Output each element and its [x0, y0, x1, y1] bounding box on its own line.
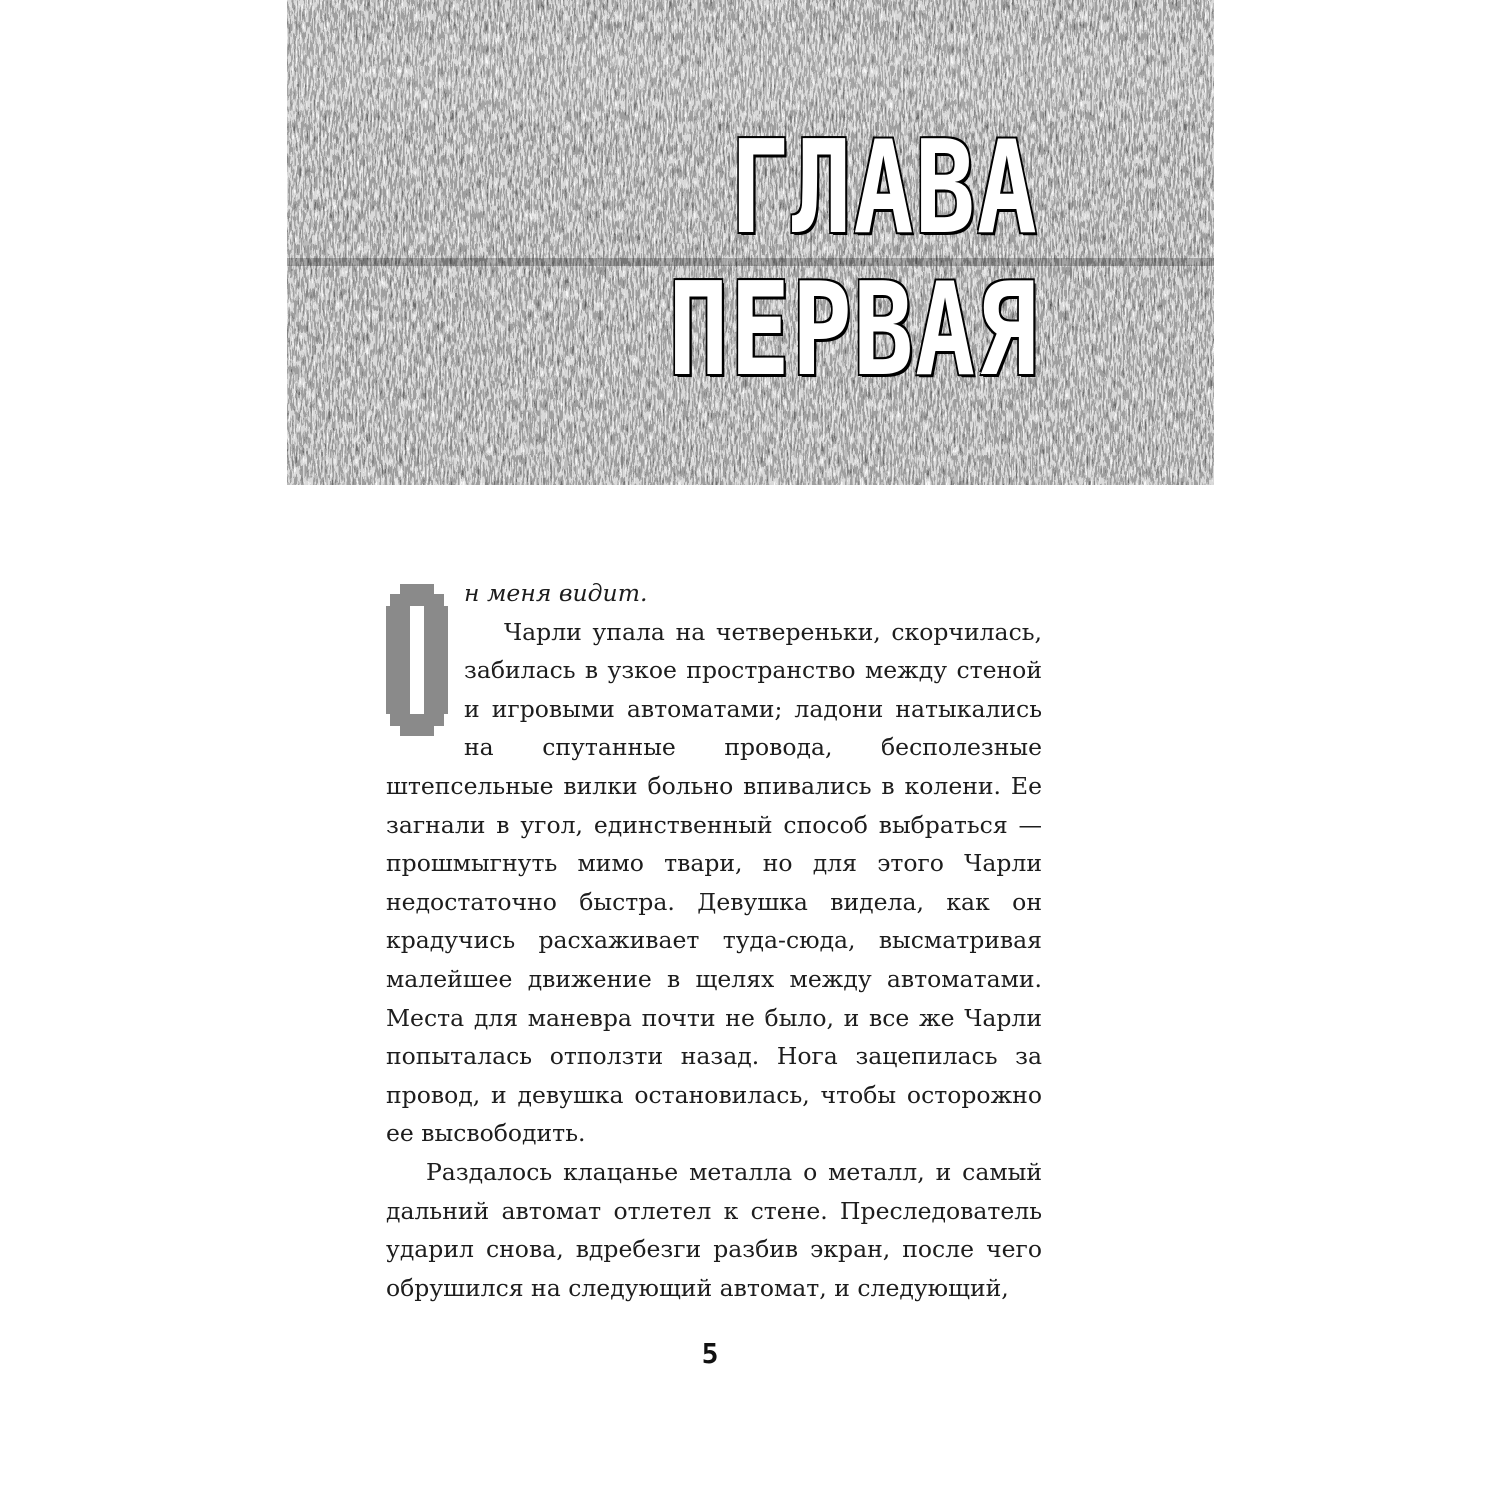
pixel-drop-cap-o: [386, 584, 448, 736]
chapter-body: [386, 574, 1042, 1307]
chapter-banner: [287, 0, 1214, 485]
paragraph-1: Чарли упала на четвереньки, скорчилась, забилась в узкое пространство между стеной и игровыми автоматами; ладони натыкались на спутанные провода, бесполезные штепсельные вилки больно впивались в колени. Ее загнали в угол, единственный способ выбраться — прошмыгнуть мимо твари, но для этого Чарли недостаточно быстра. Девушка видела, как он крадучись расхаживает туда-сюда, высматривая малейшее движение в щелях между автоматами. Места для маневра почти не было, и все же Чарли попыталась отползти назад. Нога зацепилась за провод, и девушка остановилась, чтобы осторожно ее высвободить.: [386, 617, 1042, 1148]
opening-line: н меня видит.: [464, 579, 648, 607]
chapter-title-line1: ГЛАВА: [729, 114, 1038, 263]
chapter-title: [564, 114, 1038, 405]
opening-paragraph: [386, 574, 1042, 613]
page-number: 5: [701, 1337, 719, 1370]
drop-cap: [386, 584, 448, 736]
paragraph-2: Раздалось клацанье металла о металл, и самый дальний автомат отлетел к стене. Преследователь ударил снова, вдребезги разбив экран, после чего обрушился на следующий автомат, и следующий,: [386, 1157, 1042, 1302]
chapter-title-line2: ПЕРВАЯ: [667, 256, 1038, 405]
